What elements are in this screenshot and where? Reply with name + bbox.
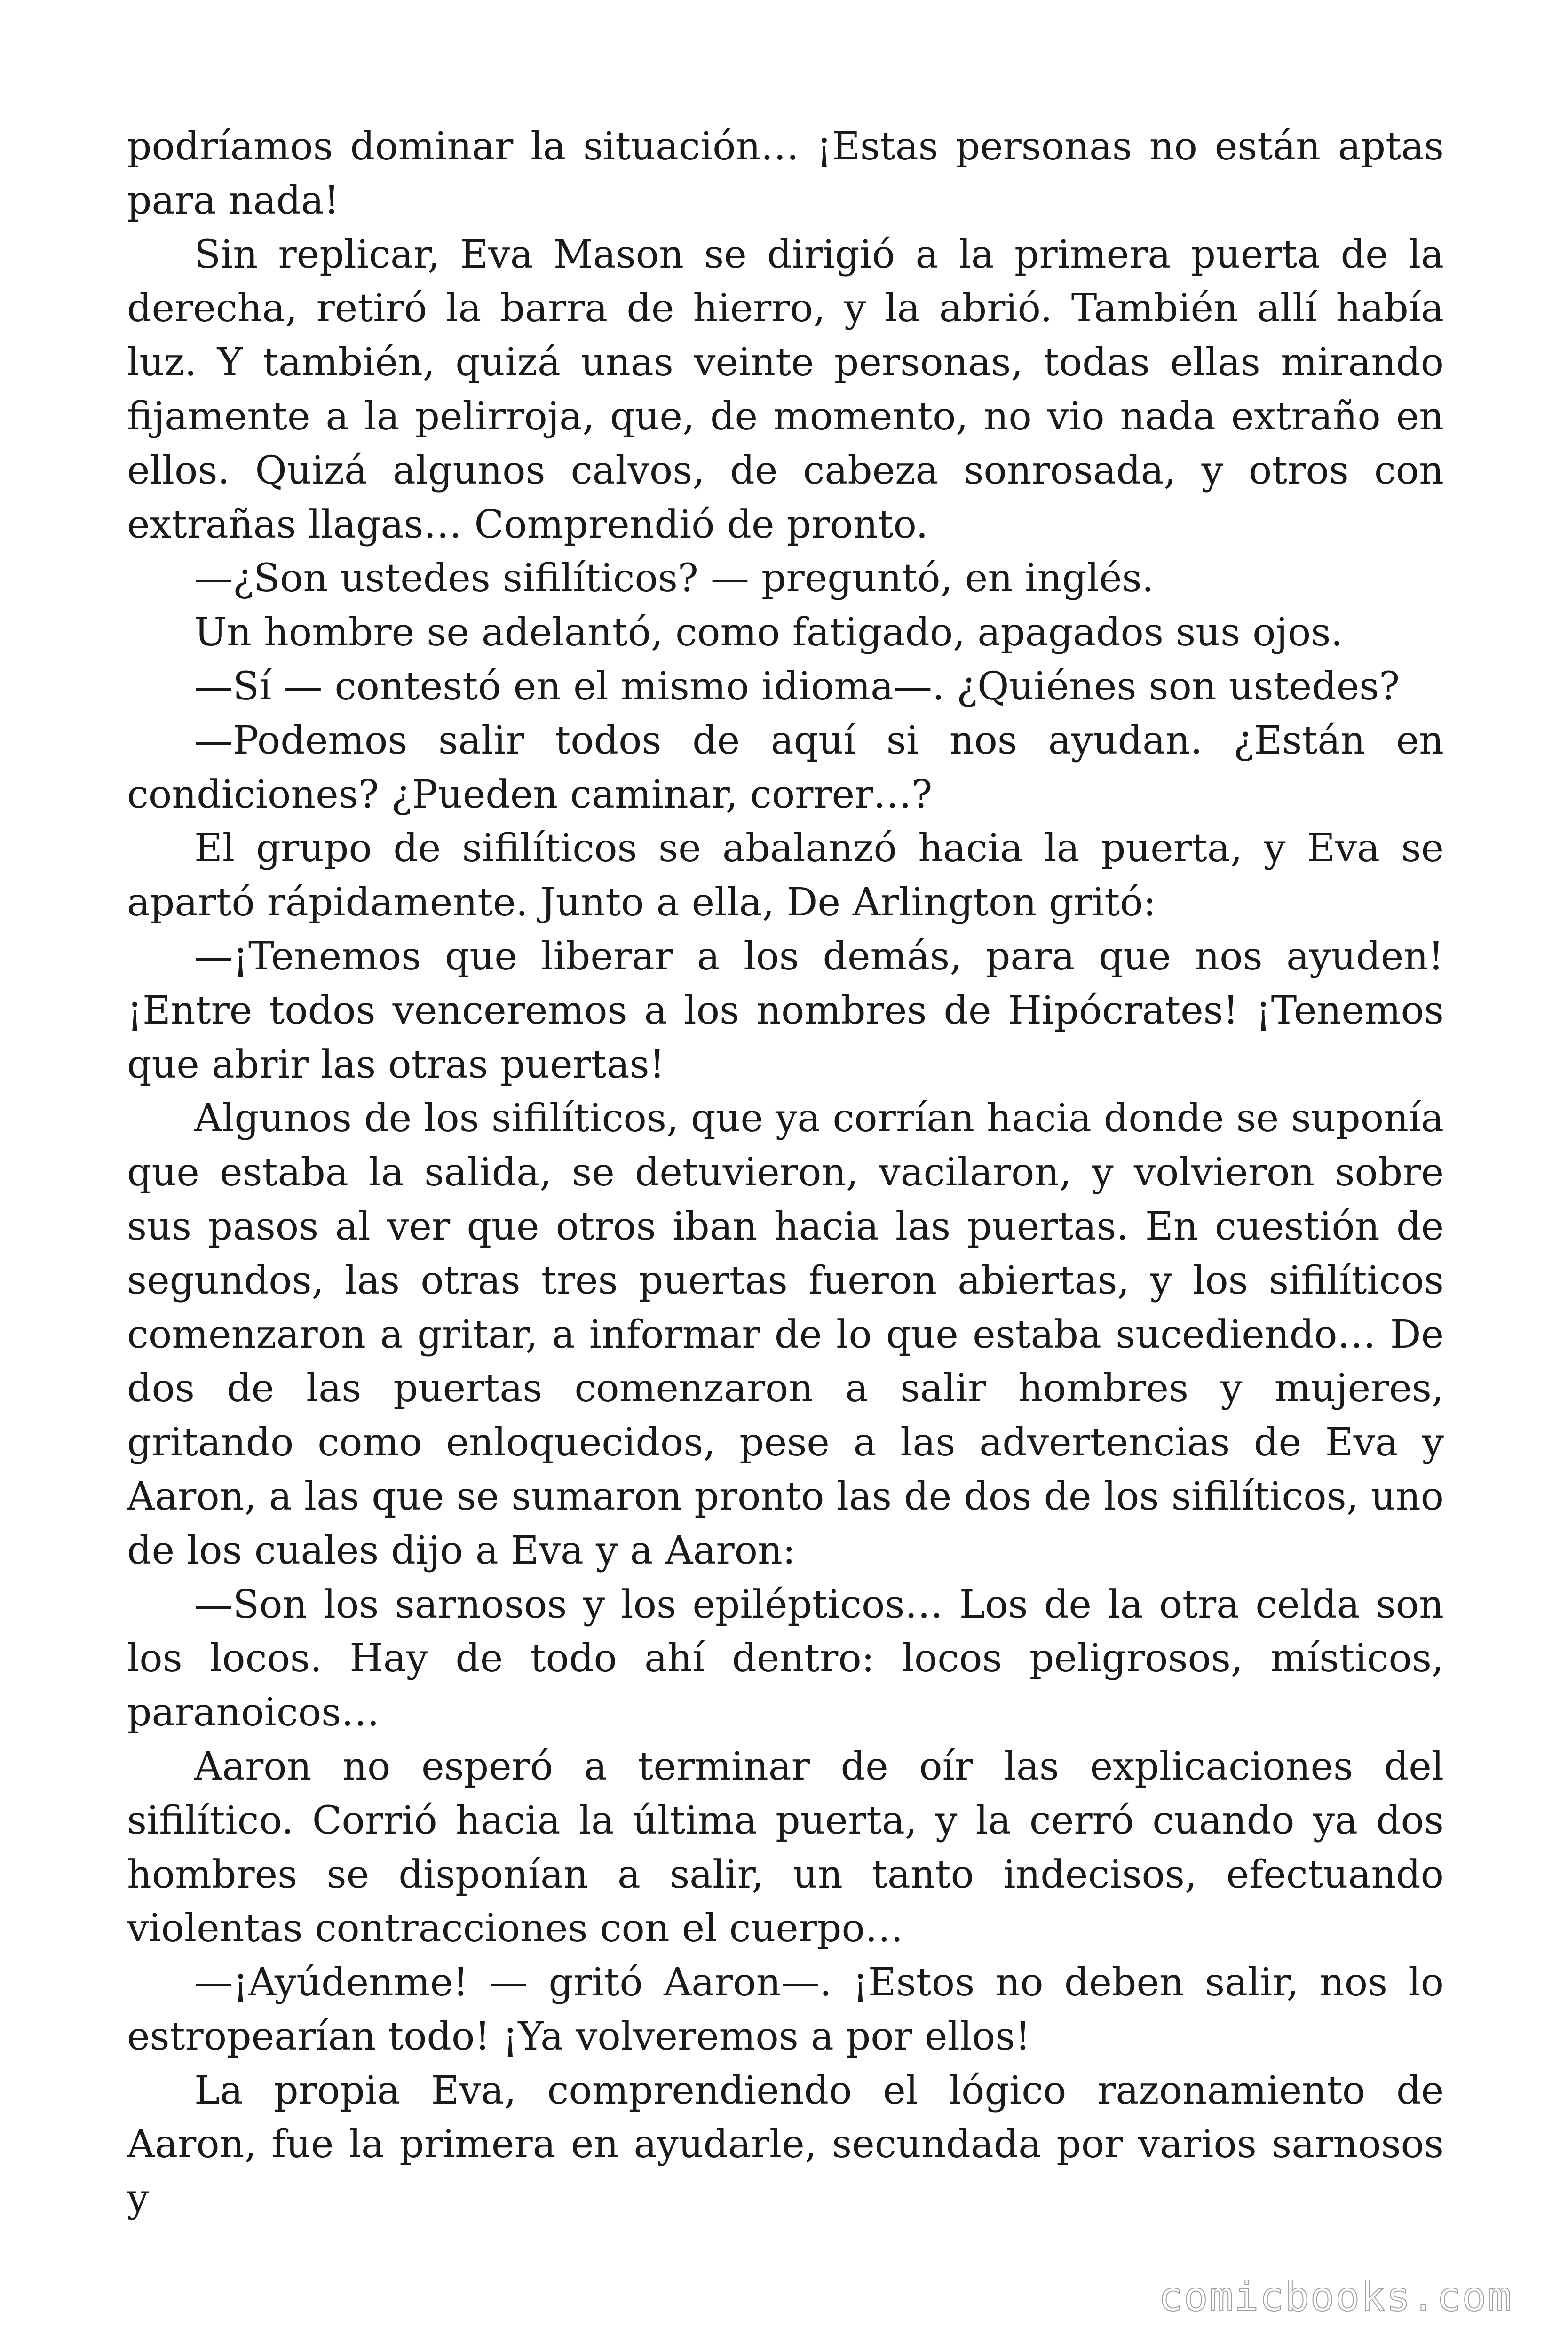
paragraph: Algunos de los sifilíticos, que ya corrían hacia donde se suponía que estaba la salida, se detuvieron, vacilaron, y volvieron sobre sus pasos al ver que otros iban hacia las puertas. En cuestión de segundos, las otras tres puertas fueron abiertas, y los sifilíticos comenzaron a gritar, a informar de lo que estaba sucediendo… De dos de las puertas comenzaron a salir hombres y mujeres, gritando como enloquecidos, pese a las advertencias de Eva y Aaron, a las que se sumaron pronto las de dos de los sifilíticos, uno de los cuales dijo a Eva y a Aaron: [127, 1096, 1444, 1573]
paragraph: —Podemos salir todos de aquí si nos ayudan. ¿Están en condiciones? ¿Pueden caminar, correr…? [127, 718, 1444, 817]
paragraph: Sin replicar, Eva Mason se dirigió a la primera puerta de la derecha, retiró la barra de hierro, y la abrió. También allí había luz. Y también, quizá unas veinte personas, todas ellas mirando fijamente a la pelirroja, que, de momento, no vio nada extraño en ellos. Quizá algunos calvos, de cabeza sonrosada, y otros con extrañas llagas… Comprendió de pronto. [127, 232, 1444, 547]
paragraph: —¡Tenemos que liberar a los demás, para que nos ayuden! ¡Entre todos venceremos a los nombres de Hipócrates! ¡Tenemos que abrir las otras puertas! [127, 934, 1444, 1087]
paragraph: —¡Ayúdenme! — gritó Aaron—. ¡Estos no deben salir, nos lo estropearían todo! ¡Ya volveremos a por ellos! [127, 1960, 1444, 2059]
paragraph: —Sí — contestó en el mismo idioma—. ¿Quiénes son ustedes? [194, 664, 1400, 709]
paragraph: —¿Son ustedes sifilíticos? — preguntó, en inglés. [194, 556, 1154, 601]
page-text [127, 120, 1444, 2226]
paragraph: Aaron no esperó a terminar de oír las explicaciones del sifilítico. Corrió hacia la última puerta, y la cerró cuando ya dos hombres se disponían a salir, un tanto indecisos, efectuando violentas contracciones con el cuerpo… [127, 1744, 1444, 1951]
paragraph: Un hombre se adelantó, como fatigado, apagados sus ojos. [194, 610, 1343, 655]
watermark-text: comicbooks.com [1158, 2273, 1513, 2320]
paragraph: El grupo de sifilíticos se abalanzó hacia la puerta, y Eva se apartó rápidamente. Junto a ella, De Arlington gritó: [127, 826, 1444, 925]
paragraph: La propia Eva, comprendiendo el lógico razonamiento de Aaron, fue la primera en ayudarle, secundada por varios sarnosos y [127, 2068, 1444, 2221]
paragraph: podríamos dominar la situación… ¡Estas personas no están aptas para nada! [127, 124, 1444, 223]
paragraph: —Son los sarnosos y los epilépticos… Los de la otra celda son los locos. Hay de todo ahí dentro: locos peligrosos, místicos, paranoicos… [127, 1582, 1444, 1735]
